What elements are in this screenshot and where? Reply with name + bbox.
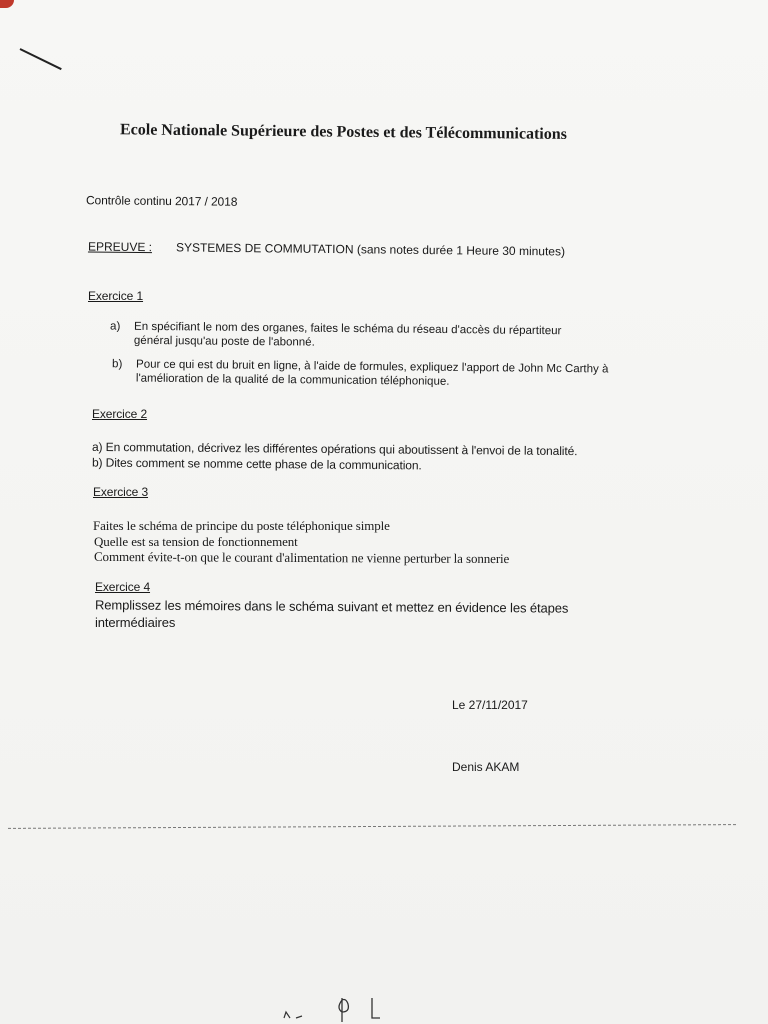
exercise-2-title: Exercice 2: [92, 407, 148, 421]
exercise-4-line: Remplissez les mémoires dans le schéma suivant et mettez en évidence les étapes: [94, 597, 569, 616]
exercise-4-title: Exercice 4: [95, 580, 151, 594]
corner-mark: [0, 0, 14, 8]
exercise-3-title: Exercice 3: [93, 485, 149, 499]
exercise-4-line: intermédiaires: [95, 615, 176, 630]
exercise-2-line: a) En commutation, décrivez les différentes opérations qui aboutissent à l'envoi de la tonalité.: [91, 439, 578, 459]
exercise-1-item-b: [112, 358, 609, 390]
exercise-3-line: Faites le schéma de principe du poste téléphonique simple: [93, 518, 390, 533]
exercise-3-line: Quelle est sa tension de fonctionnement: [94, 534, 298, 549]
exercise-1-title: Exercice 1: [88, 289, 144, 303]
pen-stroke: [20, 48, 62, 70]
exercise-1-item-a: [110, 320, 562, 351]
exercise-3-line: Comment évite-t-on que le courant d'alimentation ne vienne perturber la sonnerie: [93, 548, 510, 567]
school-title: Ecole Nationale Supérieure des Postes et des Télécommunications: [119, 121, 568, 143]
separator-line: [8, 824, 736, 829]
handwritten-scribble: [276, 992, 396, 1024]
exam-date: Le 27/11/2017: [452, 698, 528, 712]
item-line: l'amélioration de la qualité de la communication téléphonique.: [135, 372, 450, 388]
item-line: général jusqu'au poste de l'abonné.: [133, 334, 315, 349]
item-key: a): [110, 320, 121, 333]
epreuve-row: [88, 240, 565, 259]
epreuve-text: SYSTEMES DE COMMUTATION (sans notes durée 1 Heure 30 minutes): [175, 240, 566, 259]
item-line: Pour ce qui est du bruit en ligne, à l'aide de formules, expliquez l'apport de John Mc Carthy à: [136, 358, 609, 376]
epreuve-label: EPREUVE :: [87, 239, 153, 255]
session-label: Contrôle continu 2017 / 2018: [85, 193, 238, 209]
signature-name: Denis AKAM: [452, 760, 520, 774]
exercise-2-line: b) Dites comment se nomme cette phase de la communication.: [91, 455, 422, 473]
item-line: En spécifiant le nom des organes, faites le schéma du réseau d'accès du répartiteur: [134, 320, 562, 338]
item-key: b): [112, 358, 123, 371]
